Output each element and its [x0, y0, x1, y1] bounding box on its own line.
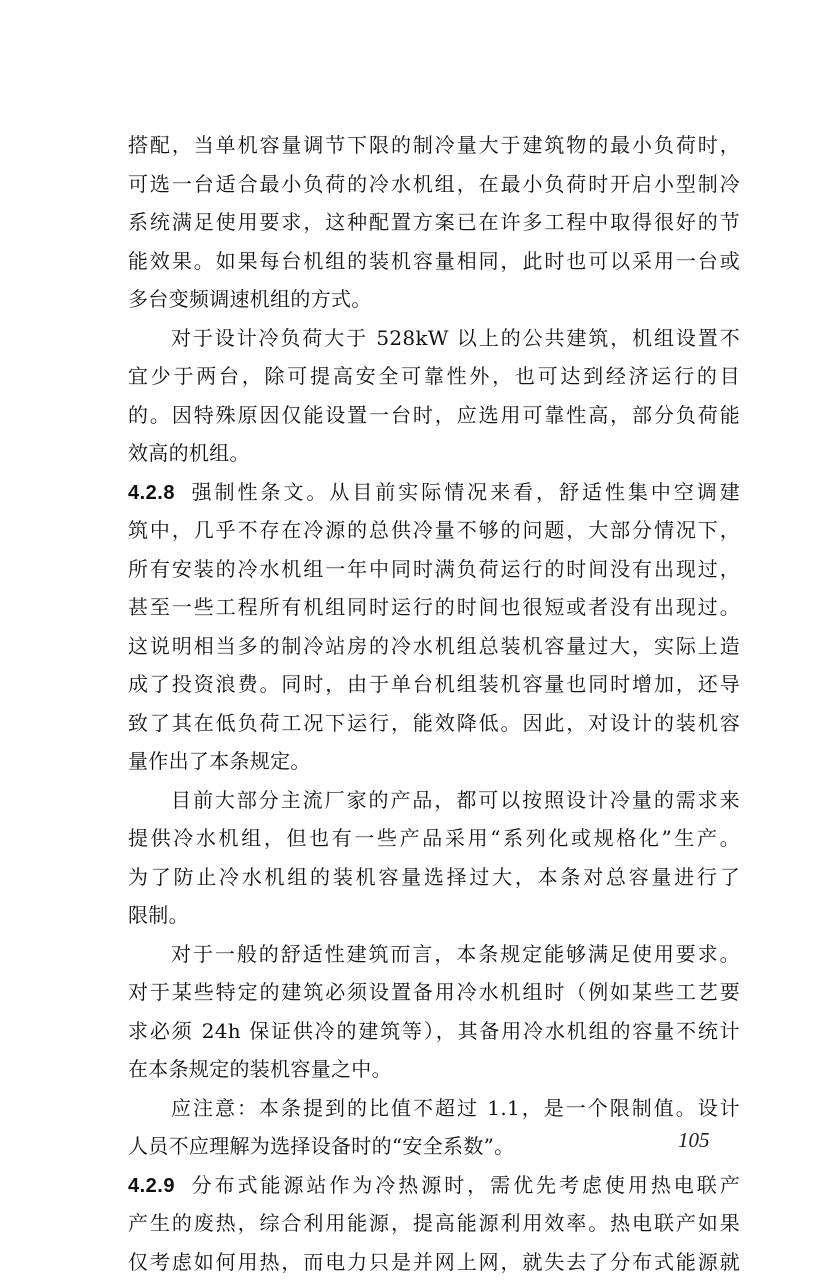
text-line: 对于一般的舒适性建筑而言，本条规定能够满足使用要求。	[128, 935, 740, 974]
text-line: 效高的机组。	[128, 434, 740, 473]
text-line: 系统满足使用要求，这种配置方案已在许多工程中取得很好的节	[128, 203, 740, 242]
body-text	[128, 126, 740, 1281]
text-line: 量作出了本条规定。	[128, 742, 740, 781]
clause-number: 4.2.9	[128, 1175, 175, 1197]
text-line: 能效果。如果每台机组的装机容量相同，此时也可以采用一台或	[128, 242, 740, 281]
text-line: 的。因特殊原因仅能设置一台时，应选用可靠性高，部分负荷能	[128, 396, 740, 435]
text-line: 致了其在低负荷工况下运行，能效降低。因此，对设计的装机容	[128, 704, 740, 743]
text-line: 成了投资浪费。同时，由于单台机组装机容量也同时增加，还导	[128, 665, 740, 704]
text-line: 在本条规定的装机容量之中。	[128, 1050, 740, 1089]
clause-text: 分布式能源站作为冷热源时，需优先考虑使用热电联产	[189, 1173, 740, 1197]
text-line: 可选一台适合最小负荷的冷水机组，在最小负荷时开启小型制冷	[128, 165, 740, 204]
text-line: 求必须 24h 保证供冷的建筑等），其备用冷水机组的容量不统计	[128, 1012, 740, 1051]
text-line: 对于某些特定的建筑必须设置备用冷水机组时（例如某些工艺要	[128, 973, 740, 1012]
text-line: 所有安装的冷水机组一年中同时满负荷运行的时间没有出现过，	[128, 550, 740, 589]
text-line: 宜少于两台，除可提高安全可靠性外，也可达到经济运行的目	[128, 357, 740, 396]
text-line: 甚至一些工程所有机组同时运行的时间也很短或者没有出现过。	[128, 588, 740, 627]
text-line: 产生的废热，综合利用能源，提高能源利用效率。热电联产如果	[128, 1204, 740, 1243]
text-line: 对于设计冷负荷大于 528kW 以上的公共建筑，机组设置不	[128, 319, 740, 358]
text-line: 这说明相当多的制冷站房的冷水机组总装机容量过大，实际上造	[128, 627, 740, 666]
text-line: 为了防止冷水机组的装机容量选择过大，本条对总容量进行了	[128, 858, 740, 897]
text-line: 仅考虑如何用热，而电力只是并网上网，就失去了分布式能源就	[128, 1243, 740, 1281]
clause-number: 4.2.8	[128, 482, 175, 504]
text-line: 目前大部分主流厂家的产品，都可以按照设计冷量的需求来	[128, 781, 740, 820]
text-line: 限制。	[128, 896, 740, 935]
text-line: 筑中，几乎不存在冷源的总供冷量不够的问题，大部分情况下，	[128, 511, 740, 550]
text-line: 提供冷水机组，但也有一些产品采用“系列化或规格化”生产。	[128, 819, 740, 858]
text-line: 搭配，当单机容量调节下限的制冷量大于建筑物的最小负荷时，	[128, 126, 740, 165]
clause-line	[128, 473, 740, 512]
text-line: 应注意：本条提到的比值不超过 1.1，是一个限制值。设计	[128, 1089, 740, 1128]
text-line: 多台变频调速机组的方式。	[128, 280, 740, 319]
page-number: 105	[678, 1128, 710, 1153]
text-line: 人员不应理解为选择设备时的“安全系数”。	[128, 1127, 740, 1166]
clause-line	[128, 1166, 740, 1205]
clause-text: 强制性条文。从目前实际情况来看，舒适性集中空调建	[189, 480, 740, 504]
